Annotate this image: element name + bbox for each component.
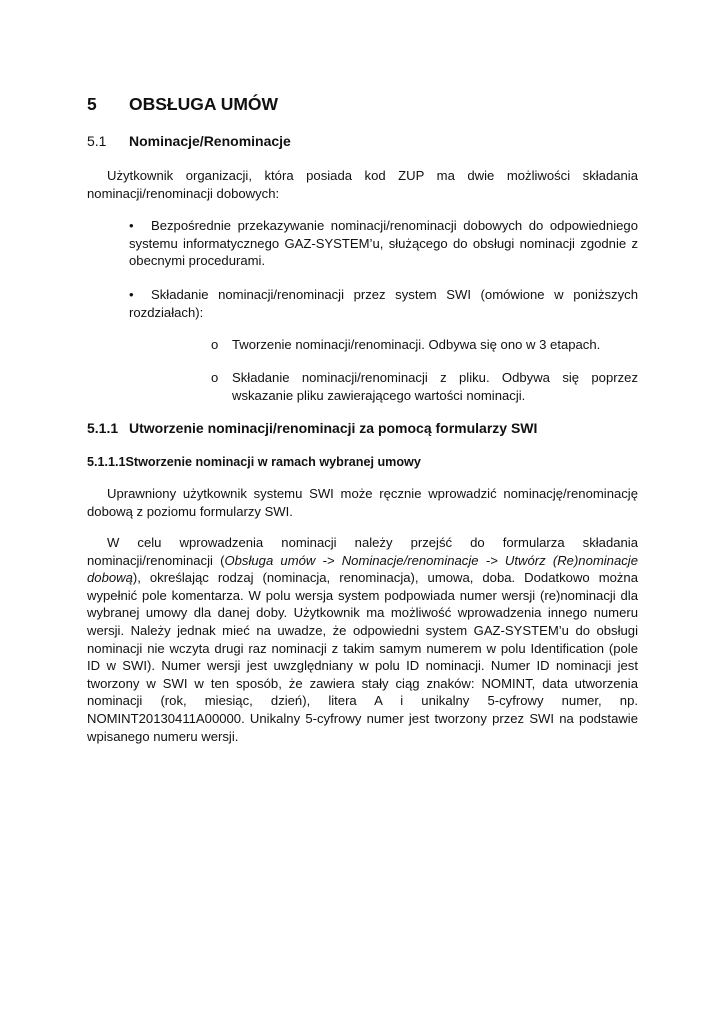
bullet-icon: • <box>129 287 134 302</box>
section-heading <box>87 94 278 115</box>
subsubsection-heading <box>87 420 537 436</box>
circle-bullet-icon: o <box>211 337 219 352</box>
list-item-text: Bezpośrednie przekazywanie nominacji/renominacji dobowych do odpowiedniego systemu informatycznego GAZ-SYSTEM’u, służącego do obsługi nominacji zgodnie z obecnymi procedurami. <box>129 218 638 269</box>
subsection-number: 5.1 <box>87 133 107 149</box>
subsubsection-title: Utworzenie nominacji/renominacji za pomocą formularzy SWI <box>129 420 538 436</box>
sub-list-item-text: Tworzenie nominacji/renominacji. Odbywa się ono w 3 etapach. <box>232 337 601 352</box>
intro-paragraph: Użytkownik organizacji, która posiada kod ZUP ma dwie możliwości składania nominacji/renominacji dobowych: <box>87 168 638 201</box>
list-item <box>129 217 638 270</box>
sub-list-item <box>211 369 638 404</box>
section-number: 5 <box>87 94 97 114</box>
circle-bullet-icon: o <box>211 370 219 385</box>
list-item <box>129 286 638 321</box>
body-paragraph-2 <box>87 534 638 745</box>
paragraph-text: W celu wprowadzenia nominacji należy przejść do formularza składania nominacji/renominacji ( <box>87 535 638 568</box>
paragraph-heading <box>87 455 421 469</box>
menu-path: Obsługa umów -> Nominacje/renominacje -> Utwórz (Re)nominacje dobową <box>87 552 638 586</box>
list-item-text: Składanie nominacji/renominacji przez system SWI (omówione w poniższych rozdziałach): <box>129 287 638 320</box>
paragraph-heading-title: Stworzenie nominacji w ramach wybranej umowy <box>125 455 421 469</box>
bullet-icon: • <box>129 218 134 233</box>
sub-list-item <box>211 336 638 354</box>
body-paragraph-1: Uprawniony użytkownik systemu SWI może ręcznie wprowadzić nominację/renominację dobową z poziomu formularzy SWI. <box>87 486 638 519</box>
paragraph-text: ), określając rodzaj (nominacja, renominacja), umowa, doba. Dodatkowo można wypełnić pole komentarza. W polu wersja system podpowiada numer wersji (re)nominacji dla wybranej umowy dla danej doby. Użytkownik ma możliwość wprowadzenia innego numeru wersji. Należy jednak mieć na uwadze, że odpowiedni system GAZ-SYSTEM’u do obsługi nominacji nie wczyta drugi raz nominacji z takim samym numerem w polu Identification (pole ID w SWI). Numer wersji jest uwzględniany w polu ID nominacji. Numer ID nominacji jest tworzony w SWI w ten sposób, że zawiera stały ciąg znaków: NOMINT, data utworzenia nominacji (rok, miesiąc, dzień), litera A i unikalny 5-cyfrowy numer, np. NOMINT20130411A00000. Unikalny 5-cyfrowy numer jest tworzony przez SWI na podstawie wpisanego numeru wersji. <box>87 570 638 744</box>
subsection-title: Nominacje/Renominacje <box>129 133 291 149</box>
subsubsection-number: 5.1.1 <box>87 420 119 436</box>
sub-list-item-text: Składanie nominacji/renominacji z pliku. Odbywa się poprzez wskazanie pliku zawierającego wartości nominacji. <box>232 370 638 403</box>
section-title: OBSŁUGA UMÓW <box>129 94 279 114</box>
subsection-heading <box>87 133 291 149</box>
paragraph-heading-number: 5.1.1.1 <box>87 455 126 469</box>
